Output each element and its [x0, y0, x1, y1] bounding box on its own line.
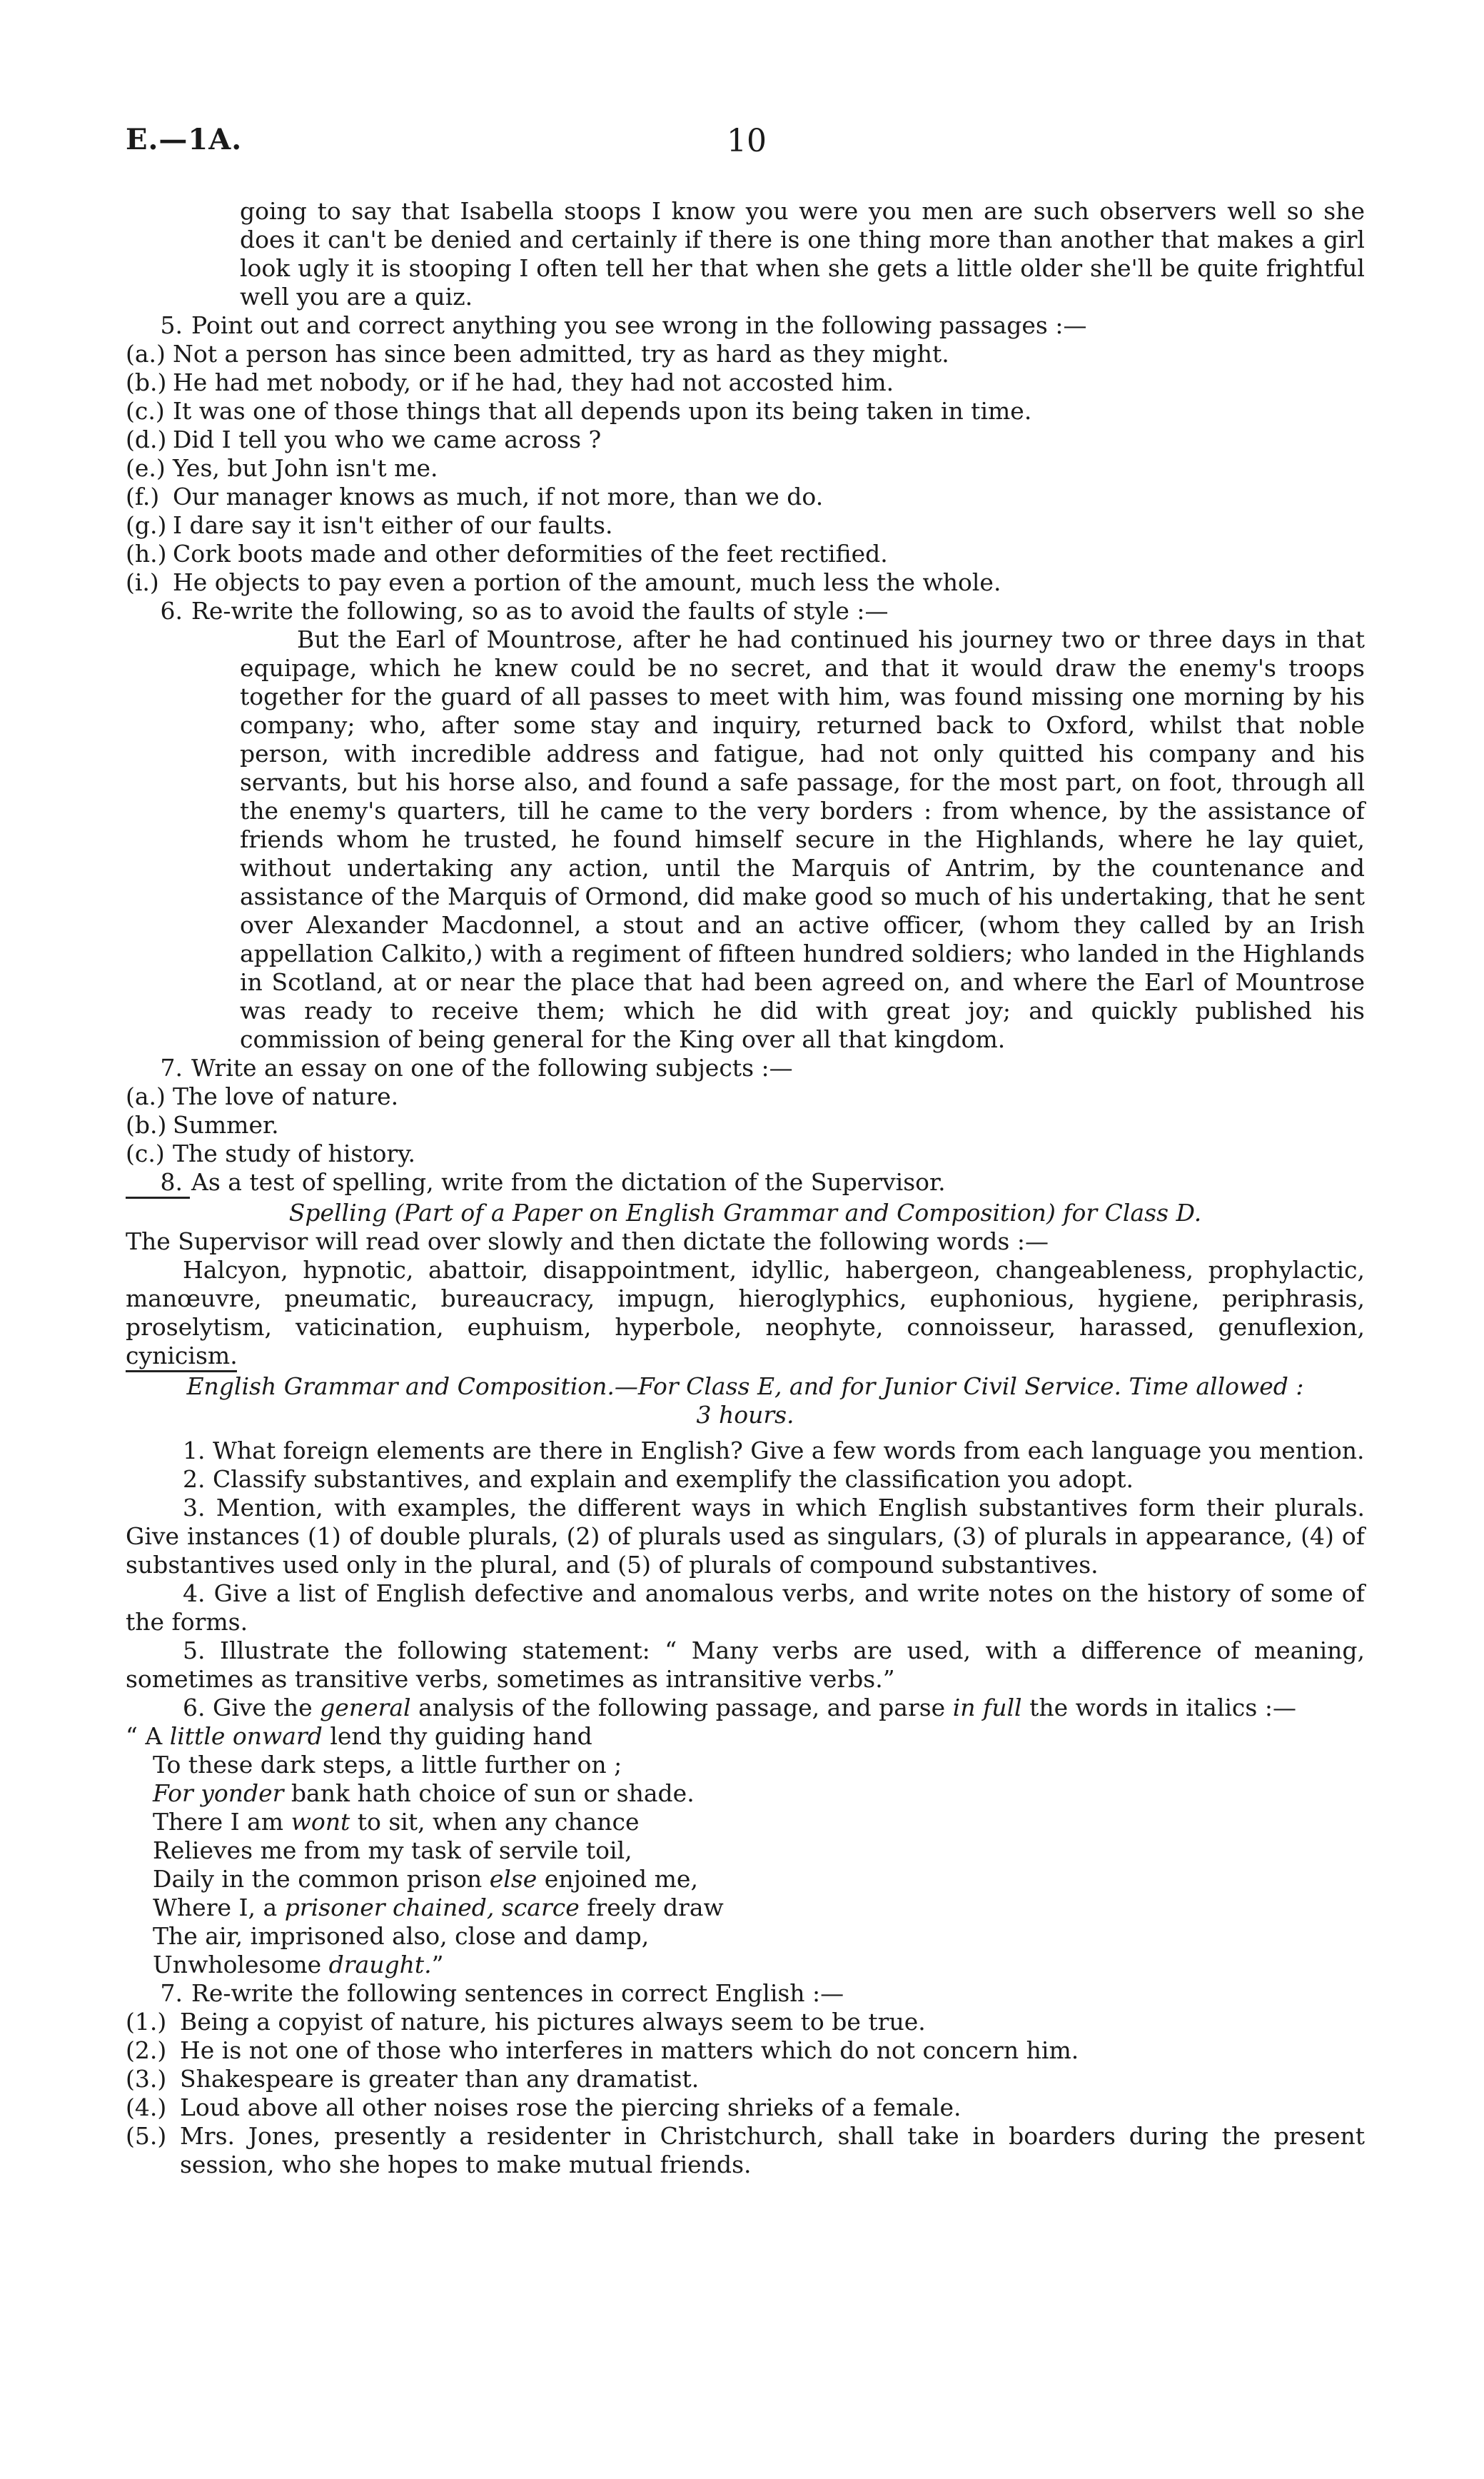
question-1: 1. What foreign elements are there in English? Give a few words from each language you mention.: [183, 1437, 1365, 1464]
item-label: (5.): [126, 2122, 167, 2150]
poem-text: There I am: [153, 1808, 291, 1836]
list-item: [126, 1140, 1365, 1168]
poem-italic: For yonder: [153, 1779, 284, 1807]
item-text: Shakespeare is greater than any dramatist.: [180, 2065, 700, 2093]
item-label: (i.): [126, 568, 159, 596]
poem-line: The air, imprisoned also, close and damp,: [153, 1922, 650, 1950]
poem-text: Unwholesome: [153, 1951, 329, 1978]
list-item: [126, 397, 1365, 426]
item-text: Did I tell you who we came across ?: [173, 426, 602, 453]
question-prompt: Point out and correct anything you see wrong in the following passages :—: [191, 311, 1087, 339]
item-label: (h.): [126, 540, 167, 568]
item-text: He is not one of those who interferes in matters which do not concern him.: [180, 2036, 1079, 2064]
item-text: Cork boots made and other deformities of the feet rectified.: [173, 540, 888, 568]
list-item: [126, 368, 1365, 397]
poem-line: [126, 1894, 1365, 1922]
item-text: I dare say it isn't either of our faults.: [173, 511, 613, 539]
item-label: (2.): [126, 2036, 167, 2064]
list-item: [126, 483, 1365, 511]
passage-paragraph: But the Earl of Mountrose, after he had continued his journey two or three days in that equipage, which he knew could be no secret, and that it would draw the enemy's troops together for the guard of all passes to meet with him, was found missing one morning by his company; who, after some stay and inquiry, returned back to Oxford, whilst that noble person, with incredible address and fatigue, had not only quitted his company and his servants, but his horse also, and found a safe passage, for the most part, on foot, through all the enemy's quarters, till he came to the very borders : from whence, by the assistance of friends whom he trusted, he found himself secure in the Highlands, where he lay quiet, without undertaking any action, until the Marquis of Antrim, by the countenance and assistance of the Marquis of Ormond, did make good so much of his undertaking, that he sent over Alexander Macdonnel, a stout and an active officer, (whom they called by an Irish appellation Calkito,) with a regiment of fifteen hundred soldiers; who landed in the Highlands in Scotland, at or near the place that had been agreed on, and where the Earl of Mountrose was ready to receive them; which he did with great joy; and quickly published his commission of being general for the King over all that kingdom.: [240, 625, 1365, 1053]
item-label: (b.): [126, 1111, 167, 1139]
question-text: As a test of spelling, write from the dictation of the Supervisor.: [191, 1168, 946, 1196]
item-text: Not a person has since been admitted, try as hard as they might.: [173, 340, 949, 368]
question-number: 7.: [160, 1979, 183, 2007]
item-label: (f.): [126, 483, 160, 511]
spelling-words: Halcyon, hypnotic, abattoir, disappointment, idyllic, habergeon, changeableness, prophylactic, manœuvre, pneumatic, bureaucracy, impugn, hieroglyphics, euphonious, hygiene, periphrasis, proselytism, vaticination, euphuism, hyperbole, neophyte, connoisseur, harassed, genuflexion, cynicism.: [126, 1256, 1365, 1369]
question-8: [126, 1168, 1365, 1197]
poem-text: enjoined me,: [537, 1865, 698, 1893]
poem-line: To these dark steps, a little further on ;: [153, 1751, 622, 1779]
question-7b: [126, 1979, 1365, 2008]
question-number: 8.: [160, 1168, 183, 1196]
item-label: (d.): [126, 426, 167, 453]
list-item: [126, 454, 1365, 483]
poem-italic: scarce: [501, 1894, 580, 1921]
question-6: [126, 1694, 1365, 1722]
list-item: [126, 340, 1365, 368]
question-number: 6.: [183, 1694, 206, 1721]
poem-text: “ A: [126, 1722, 170, 1750]
poem-italic: prisoner chained,: [284, 1894, 495, 1921]
item-text: The love of nature.: [173, 1082, 399, 1110]
item-label: (a.): [126, 1082, 166, 1110]
list-item: [126, 511, 1365, 540]
list-item: [126, 2122, 1365, 2179]
list-item: [126, 1111, 1365, 1140]
page-number: 10: [727, 123, 767, 159]
section-heading-line-1: English Grammar and Composition.—For Class E, and for Junior Civil Service. Time allowed :: [186, 1372, 1304, 1400]
list-item: [126, 426, 1365, 454]
question-7: [126, 1054, 1365, 1082]
item-text: Our manager knows as much, if not more, than we do.: [173, 483, 824, 511]
item-label: (3.): [126, 2065, 167, 2093]
item-label: (b.): [126, 368, 167, 396]
item-text: He had met nobody, or if he had, they had not accosted him.: [173, 368, 894, 396]
section-heading-line-2: 3 hours.: [696, 1401, 794, 1429]
question-prompt: Re-write the following, so as to avoid the faults of style :—: [191, 597, 889, 625]
continuation-paragraph: going to say that Isabella stoops I know you were you men are such observers well so she does it can't be denied and certainly if there is one thing more than another that makes a girl look ugly it is stooping I often tell her that when she gets a little older she'll be quite frightful well you are a quiz.: [240, 197, 1365, 311]
item-text: He objects to pay even a portion of the amount, much less the whole.: [173, 568, 1001, 596]
question-5: [126, 311, 1365, 340]
poem-text: freely draw: [579, 1894, 724, 1921]
list-item: [126, 2093, 1365, 2122]
item-label: (g.): [126, 511, 167, 539]
list-item: [126, 2065, 1365, 2093]
list-item: [126, 568, 1365, 597]
poem-line: [126, 1951, 1365, 1979]
poem-italic: wont: [291, 1808, 350, 1836]
question-5: 5. Illustrate the following statement: “ Many verbs are used, with a difference of meaning, sometimes as transitive verbs, sometimes as intransitive verbs.”: [126, 1636, 1365, 1693]
item-text: Yes, but John isn't me.: [173, 454, 438, 482]
question-number: 7.: [160, 1054, 183, 1082]
item-label: (c.): [126, 397, 165, 425]
item-text: Summer.: [173, 1111, 279, 1139]
item-label: (4.): [126, 2093, 167, 2121]
list-item: [126, 2008, 1365, 2036]
poem-text: Where I, a: [153, 1894, 285, 1921]
document-reference: E.—1A.: [126, 123, 243, 156]
poem-italic: little onward: [169, 1722, 323, 1750]
poem-text: ”: [431, 1951, 444, 1978]
spelling-heading: Spelling (Part of a Paper on English Grammar and Composition) for Class D.: [288, 1199, 1202, 1227]
question-prompt: Write an essay on one of the following subjects :—: [191, 1054, 793, 1082]
item-label: (c.): [126, 1140, 165, 1167]
question-prompt: Re-write the following sentences in correct English :—: [191, 1979, 844, 2007]
question-number: 5.: [160, 311, 183, 339]
item-label: (a.): [126, 340, 166, 368]
poem-italic: draught.: [328, 1951, 432, 1978]
poem-excerpt: [126, 1722, 1365, 1979]
list-item: [126, 1082, 1365, 1111]
poem-italic: else: [489, 1865, 537, 1893]
question-number: 6.: [160, 597, 183, 625]
q6-text-post: the words in italics :—: [1029, 1694, 1296, 1721]
section-heading: [126, 1372, 1365, 1429]
poem-line: [126, 1865, 1365, 1894]
poem-line: [126, 1779, 1365, 1808]
poem-line: [126, 1808, 1365, 1836]
poem-text: lend thy guiding hand: [322, 1722, 592, 1750]
item-text: It was one of those things that all depends upon its being taken in time.: [173, 397, 1032, 425]
question-6: [126, 597, 1365, 625]
item-text: Loud above all other noises rose the piercing shrieks of a female.: [180, 2093, 961, 2121]
list-item: [126, 540, 1365, 568]
poem-text: to sit, when any chance: [350, 1808, 640, 1836]
item-text: The study of history.: [173, 1140, 415, 1167]
item-text: Being a copyist of nature, his pictures always seem to be true.: [180, 2008, 926, 2036]
question-2: 2. Classify substantives, and explain and exemplify the classification you adopt.: [183, 1465, 1134, 1493]
poem-line: [126, 1722, 1365, 1751]
q6-emphasis-in-full: in full: [952, 1694, 1022, 1721]
question-4: 4. Give a list of English defective and anomalous verbs, and write notes on the history of some of the forms.: [126, 1579, 1365, 1636]
q6-text-pre: Give the: [213, 1694, 313, 1721]
list-item: [126, 2036, 1365, 2065]
item-label: (1.): [126, 2008, 167, 2036]
item-label: (e.): [126, 454, 166, 482]
question-3: 3. Mention, with examples, the different ways in which English substantives form their plurals. Give instances (1) of double plurals, (2) of plurals used as singulars, (3) of plurals in appearance, (4) of substantives used only in the plural, and (5) of plurals of compound substantives.: [126, 1494, 1365, 1579]
item-text: Mrs. Jones, presently a residenter in Christchurch, shall take in boarders during the present session, who she hopes to make mutual friends.: [180, 2122, 1365, 2178]
poem-line: Relieves me from my task of servile toil,: [153, 1836, 632, 1864]
poem-text: bank hath choice of sun or shade.: [283, 1779, 695, 1807]
page-content: [126, 197, 1365, 2179]
q6-text-mid: analysis of the following passage, and parse: [418, 1694, 946, 1721]
q6-emphasis-general: general: [320, 1694, 411, 1721]
spelling-intro: The Supervisor will read over slowly and then dictate the following words :—: [126, 1227, 1049, 1255]
poem-text: Daily in the common prison: [153, 1865, 490, 1893]
